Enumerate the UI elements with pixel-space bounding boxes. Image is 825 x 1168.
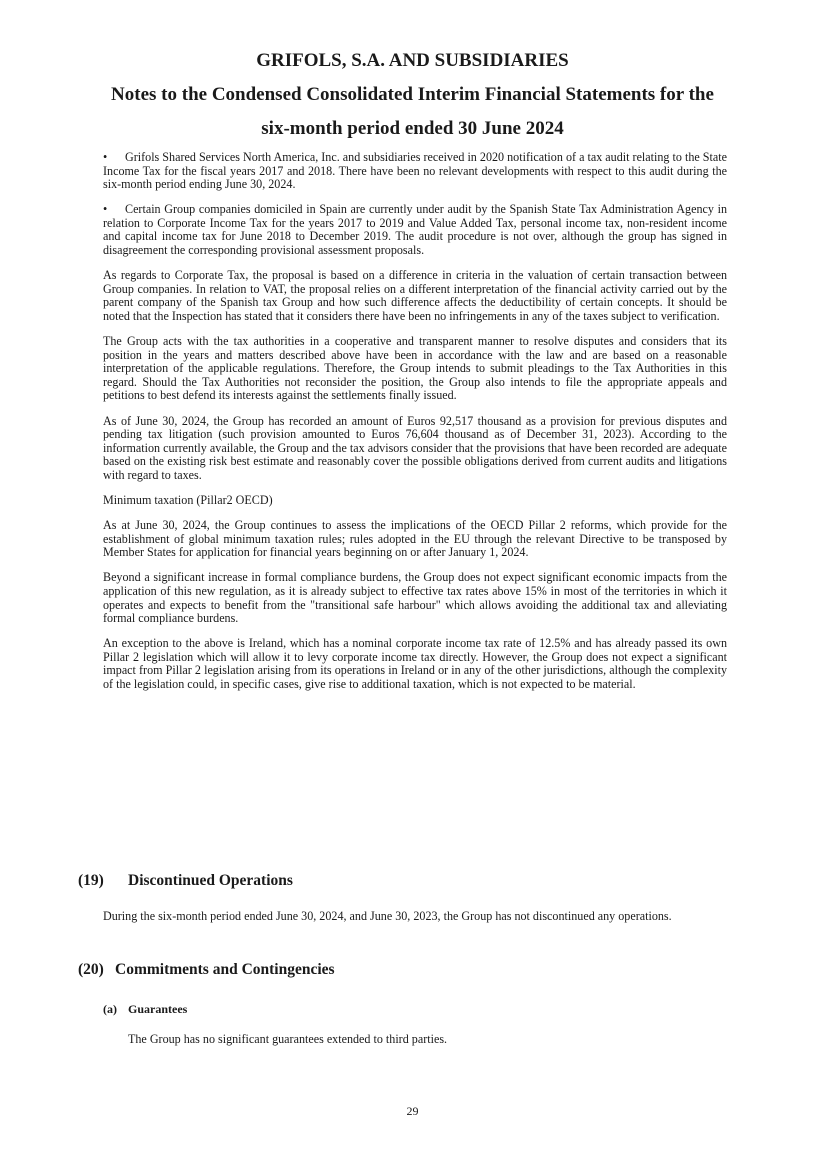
tax-notes-body (103, 151, 727, 703)
section-19-number: (19) (78, 872, 104, 889)
subheading-minimum-taxation: Minimum taxation (Pillar2 OECD) (103, 492, 273, 507)
bullet-paragraph-1 (103, 151, 727, 192)
section-20-number: (20) (78, 961, 104, 978)
page-number: 29 (406, 1104, 419, 1118)
company-heading: GRIFOLS, S.A. AND SUBSIDIARIES (256, 50, 569, 71)
subsection-guarantees-heading (103, 1002, 187, 1017)
bullet-text-2: Certain Group companies domiciled in Spain are currently under audit by the Spanish State Tax Administration Agency in relation to Corporate Income Tax for the years 2017 to 2019 and Value Added Tax, personal income tax, non-resident income and capital income tax for June 2018 to December 2019. The audit procedure is not over, although the group has signed in disagreement the corresponding provisional assessment proposals. (103, 202, 727, 258)
paragraph-compliance-burdens: Beyond a significant increase in formal compliance burdens, the Group does not expect significant economic impacts from the application of this new regulation, as it is already subject to effective tax rates above 15% in most of the territories in which it operates and expects to benefit from the "transitional safe harbour" which allows avoiding the additional tax and alleviating formal compliance burdens. (103, 570, 727, 626)
section-20-title: Commitments and Contingencies (115, 961, 335, 978)
subsection-guarantees-text: The Group has no significant guarantees extended to third parties. (128, 1032, 448, 1046)
bullet-text-1: Grifols Shared Services North America, Inc. and subsidiaries received in 2020 notification of a tax audit relating to the State Income Tax for the fiscal years 2017 and 2018. There have been no relevant developments with respect to this audit during the six-month period ending June 30, 2024. (103, 150, 727, 192)
subsection-title: Guarantees (128, 1002, 188, 1016)
paragraph-tax-authorities: The Group acts with the tax authorities in a cooperative and transparent manner to resolve disputes and considers that its position in the years and matters described above have been in accordance with the law and are based on a reasonable interpretation of the applicable regulations. Therefore, the Group intends to submit pleadings to the Tax Authorities in this regard. Should the Tax Authorities not reconsider the position, the Group also intends to file the appropriate appeals and petitions to best defend its interests against the settlements finally issued. (103, 334, 727, 403)
section-19-heading (78, 872, 293, 890)
bullet-icon: • (103, 150, 108, 164)
subsection-number: (a) (103, 1002, 117, 1016)
section-19-title: Discontinued Operations (128, 872, 293, 889)
section-19-text: During the six-month period ended June 30, 2024, and June 30, 2023, the Group has not discontinued any operations. (103, 909, 672, 923)
bullet-paragraph-2 (103, 203, 727, 257)
document-title-line-2: six-month period ended 30 June 2024 (261, 118, 564, 139)
paragraph-corporate-tax: As regards to Corporate Tax, the proposal is based on a difference in criteria in the valuation of certain transaction between Group companies. In relation to VAT, the proposal relies on a different interpretation of the financial activity carried out by the parent company of the Spanish tax Group and how such difference affects the deductibility of certain concepts. It should be noted that the Inspection has stated that it considers there have been no infringements in any of the taxes subject to verification. (103, 268, 727, 323)
paragraph-pillar2-assessment: As at June 30, 2024, the Group continues to assess the implications of the OECD Pillar 2 reforms, which provide for the establishment of global minimum taxation rules; rules adopted in the EU through the relevant Directive to be transposed by Member States for application for financial years beginning on or after January 1, 2024. (103, 518, 727, 560)
paragraph-ireland-exception: An exception to the above is Ireland, which has a nominal corporate income tax rate of 12.5% and has already passed its own Pillar 2 legislation which will allow it to levy corporate income tax directly. However, the Group does not expect a significant impact from Pillar 2 legislation arising from its operations in Ireland or in any of the other jurisdictions, although the complexity of the legislation could, in specific cases, give rise to additional taxation, which is not expected to be material. (103, 636, 727, 691)
bullet-icon: • (103, 202, 108, 217)
document-title-line-1: Notes to the Condensed Consolidated Interim Financial Statements for the (111, 84, 714, 105)
paragraph-provision: As of June 30, 2024, the Group has recorded an amount of Euros 92,517 thousand as a provision for previous disputes and pending tax litigation (such provision amounted to Euros 76,604 thousand as of December 31, 2023). According to the information currently available, the Group and the tax advisors consider that the provisions that have been recorded are adequate based on the existing risk best estimate and reasonably cover the possible obligations derived from current audits and litigations with regard to taxes. (103, 413, 727, 482)
section-20-heading (78, 961, 335, 979)
